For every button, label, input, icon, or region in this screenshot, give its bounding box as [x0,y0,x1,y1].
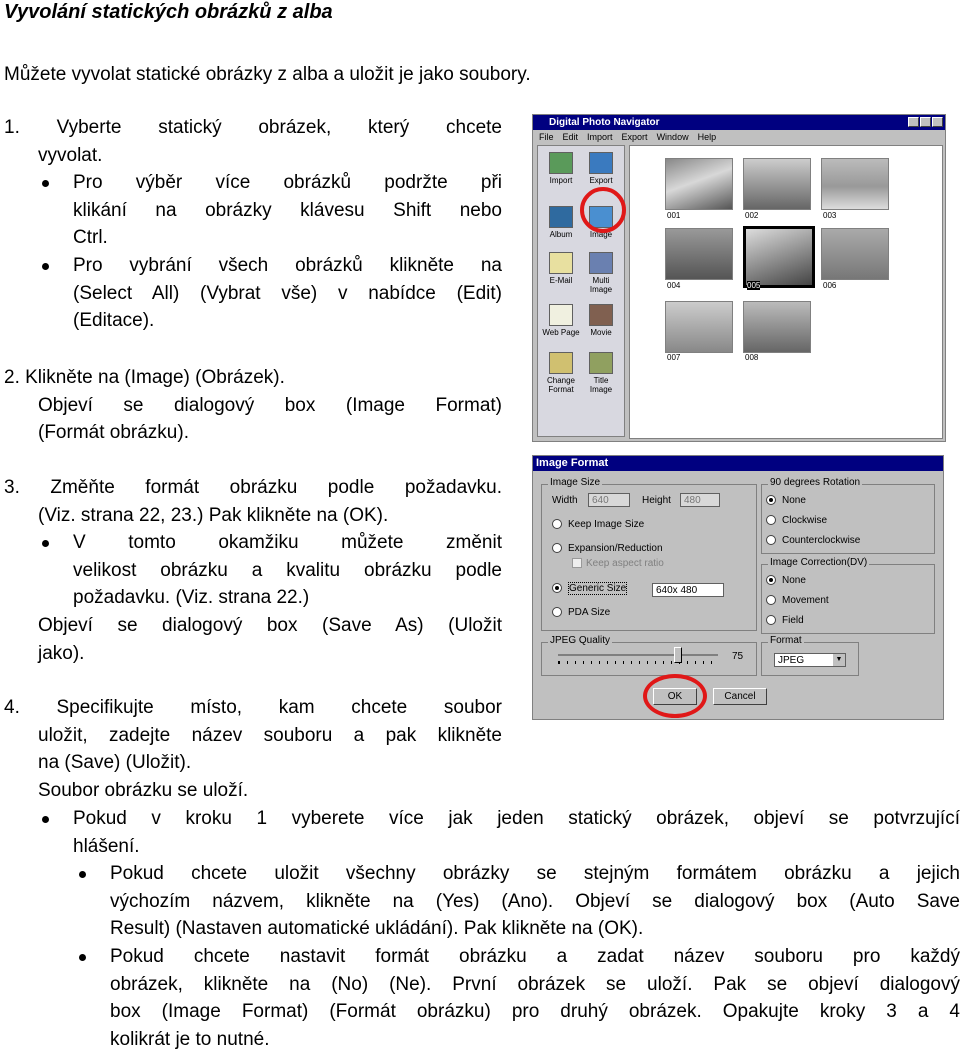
bullet-line: Ctrl. [73,227,108,249]
sidebar-email[interactable] [542,252,580,285]
quality-slider-thumb[interactable] [674,647,682,663]
step-3-line: Objeví se dialogový box (Save As) (Uložit [38,614,502,636]
step-2-line: 2. Klikněte na (Image) (Obrázek). [4,367,285,388]
bullet-dot [42,263,49,270]
step-1-bullet [4,169,502,252]
format-select[interactable] [774,653,846,667]
rotation-none-radio[interactable] [766,495,806,506]
image-size-group [541,477,757,631]
sidebar-movie[interactable] [582,304,620,337]
sidebar-export[interactable] [582,152,620,185]
pda-size-radio[interactable] [552,607,610,618]
image-format-dialog [532,455,944,720]
chevron-down-icon: ▼ [833,654,845,666]
sidebar-label: Album [549,230,573,239]
note-bullet [4,805,960,860]
sub-bullet-line: výchozím názvem, klikněte na (Yes) (Ano). Objeví se dialogový box (Auto Save [110,890,960,912]
keep-aspect-checkbox[interactable] [572,558,664,569]
note-line: hlášení. [73,835,140,857]
radio-label: None [782,495,806,506]
radio-icon [552,543,562,553]
web-page-icon [549,304,573,326]
window-title: Digital Photo Navigator [549,117,660,128]
step-2-line: Objeví se dialogový box (Image Format) [38,394,502,416]
maximize-button[interactable] [920,117,931,127]
navigator-titlebar [533,115,945,130]
radio-icon [766,615,776,625]
sidebar-label: Change Format [546,376,576,394]
bullet-line: Pro výběr více obrázků podržte při [73,172,502,194]
rotation-clockwise-radio[interactable] [766,515,827,526]
checkbox-icon [572,558,582,568]
bullet-line: velikost obrázku a kvalitu obrázku podle [73,559,502,581]
menu-export[interactable]: Export [621,132,648,142]
step-3-line: (Viz. strana 22, 23.) Pak klikněte na (OK). [38,504,389,526]
thumbnail[interactable] [821,228,889,280]
step-1 [4,114,502,335]
dialog-titlebar [533,456,943,471]
bullet-line: (Editace). [73,310,155,332]
radio-label: Keep Image Size [568,519,645,530]
step-4-line: 4. Specifikujte místo, kam chcete soubor [4,697,502,718]
bullet-line: požadavku. (Viz. strana 22.) [73,587,310,609]
thumbnail-label: 004 [667,281,681,290]
generic-size-select[interactable]: 640x 480 [652,583,724,597]
quality-value: 75 [732,651,744,662]
radio-label: PDA Size [568,607,611,618]
format-value: JPEG [778,655,805,666]
sidebar-label: Web Page [542,328,580,337]
sub-bullet [4,860,960,943]
export-icon [589,152,613,174]
sub-bullet-line: Pokud chcete uložit všechny obrázky se stejným formátem obrázku a jejich [110,863,960,885]
sidebar-album[interactable] [542,206,580,239]
cancel-button[interactable]: Cancel [713,688,767,705]
menu-window[interactable]: Window [656,132,689,142]
radio-label: None [782,575,806,586]
highlight-circle [643,674,707,718]
correction-none-radio[interactable] [766,575,806,586]
thumbnail[interactable] [665,158,733,210]
sidebar-label: Import [549,176,573,185]
group-label: Format [770,635,802,646]
radio-icon [552,519,562,529]
thumbnail-label: 002 [745,211,759,220]
checkbox-label: Keep aspect ratio [586,558,664,569]
step-2-line: (Formát obrázku). [38,422,189,444]
sidebar-label: Export [589,176,613,185]
thumbnail[interactable] [665,228,733,280]
sidebar-label: E-Mail [549,276,573,285]
rotation-counterclockwise-radio[interactable] [766,535,860,546]
radio-icon [552,607,562,617]
step-3 [4,474,502,667]
menu-import[interactable]: Import [587,132,613,142]
sidebar-import[interactable] [542,152,580,185]
import-icon [549,152,573,174]
group-label: Image Correction(DV) [770,557,868,568]
thumbnail-area [629,145,943,439]
correction-group [761,557,935,634]
bullet-line: klikání na obrázky klávesu Shift nebo [73,199,502,221]
sidebar-multi-image[interactable] [582,252,620,294]
radio-label: Movement [782,595,829,606]
radio-icon [552,583,562,593]
bullet-dot [42,180,49,187]
sub-bullet-line: Pokud chcete nastavit formát obrázku a zadat název souboru pro každý [110,945,960,967]
radio-label: Expansion/Reduction [568,543,663,554]
jpeg-quality-group [541,635,757,676]
menu-bar [533,130,945,144]
step-3-line: jako). [38,642,85,664]
step-4-line: Soubor obrázku se uloží. [38,779,249,801]
radio-icon [766,515,776,525]
thumbnail[interactable] [743,301,811,353]
group-label: JPEG Quality [550,635,611,646]
note-line: Pokud v kroku 1 vyberete více jak jeden statický obrázek, objeví se potvrzující [73,808,960,829]
sidebar-label: Multi Image [589,276,613,294]
menu-file[interactable]: File [539,132,554,142]
radio-label: Field [782,615,804,626]
dialog-title: Image Format [536,457,609,469]
radio-icon [766,535,776,545]
sidebar-web-page[interactable] [542,304,580,337]
thumbnail[interactable] [821,158,889,210]
bullet-dot [79,871,86,878]
quality-slider-track [558,654,718,656]
title-image-icon [589,352,613,374]
ok-button[interactable]: OK [653,688,697,705]
radio-label: Clockwise [782,515,828,526]
thumbnail[interactable] [665,301,733,353]
sidebar-change-format[interactable] [542,352,580,394]
expansion-radio[interactable] [552,543,663,554]
close-button[interactable] [932,117,943,127]
rotation-group [761,477,935,554]
correction-field-radio[interactable] [766,615,804,626]
bullet-dot [79,954,86,961]
thumbnail-label: 008 [745,353,759,362]
step-4-line: uložit, zadejte název souboru a pak klikněte [38,724,502,746]
highlight-circle [580,187,626,233]
thumbnail-label: 003 [823,211,837,220]
group-label: 90 degrees Rotation [770,477,861,488]
width-label: Width [552,495,578,506]
bullet-dot [42,540,49,547]
quality-slider-ticks [558,661,719,664]
bullet-dot [42,816,49,823]
navigator-window [532,114,946,442]
step-3-line: 3. Změňte formát obrázku podle požadavku. [4,477,502,498]
thumbnail-label: 006 [823,281,837,290]
menu-edit[interactable]: Edit [562,132,579,142]
step-4-line: na (Save) (Uložit). [38,752,192,774]
step-1-line: vyvolat. [38,144,103,166]
step-1-line: 1. Vyberte statický obrázek, který chcete [4,117,502,138]
multi-image-icon [589,252,613,274]
group-label: Image Size [550,477,601,488]
height-field[interactable]: 480 [680,493,720,507]
width-field[interactable]: 640 [588,493,630,507]
sidebar-title-image[interactable] [582,352,620,394]
format-group [761,635,859,676]
sub-bullet-line: box (Image Format) (Formát obrázku) pro druhý obrázek. Opakujte kroky 3 a 4 [110,1001,960,1023]
sub-bullet-line: kolikrát je to nutné. [110,1028,270,1050]
bullet-line: (Select All) (Vybrat vše) v nabídce (Edit) [73,282,502,304]
step-2 [4,364,502,447]
radio-label: Counterclockwise [782,535,861,546]
intro-text: Můžete vyvolat statické obrázky z alba a uložit je jako soubory. [4,64,531,85]
sub-bullet [4,943,960,1053]
thumbnail-label: 007 [667,353,681,362]
sidebar-label: Movie [590,328,612,337]
album-icon [549,206,573,228]
step-4 [4,694,502,804]
thumbnail-label: 005 [747,281,761,290]
sub-bullet-line: Result) (Nastaven automatické ukládání). Pak klikněte na (OK). [110,918,644,940]
thumbnail-selected[interactable] [743,226,815,288]
minimize-button[interactable] [908,117,919,127]
thumbnail-label: 001 [667,211,681,220]
bullet-line: V tomto okamžiku můžete změnit [73,532,502,554]
radio-icon [766,495,776,505]
movie-icon [589,304,613,326]
sub-bullet-line: obrázek, klikněte na (No) (Ne). První obrázek se uloží. Pak se objeví dialogový [110,973,960,995]
step-3-bullet [4,529,502,612]
keep-size-radio[interactable] [552,519,644,530]
correction-movement-radio[interactable] [766,595,829,606]
sidebar-label: Image [589,230,613,239]
sidebar-label: Title Image [589,376,613,394]
menu-help[interactable]: Help [697,132,717,142]
generic-size-radio[interactable] [552,583,627,594]
height-label: Height [642,495,671,506]
thumbnail[interactable] [743,158,811,210]
bullet-line: Pro vybrání všech obrázků klikněte na [73,254,502,276]
radio-icon [766,575,776,585]
page-title: Vyvolání statických obrázků z alba [4,1,333,23]
change-format-icon [549,352,573,374]
email-icon [549,252,573,274]
radio-icon [766,595,776,605]
note-block [4,805,960,1053]
step-1-bullet [4,252,502,335]
radio-label: Generic Size [569,583,627,594]
